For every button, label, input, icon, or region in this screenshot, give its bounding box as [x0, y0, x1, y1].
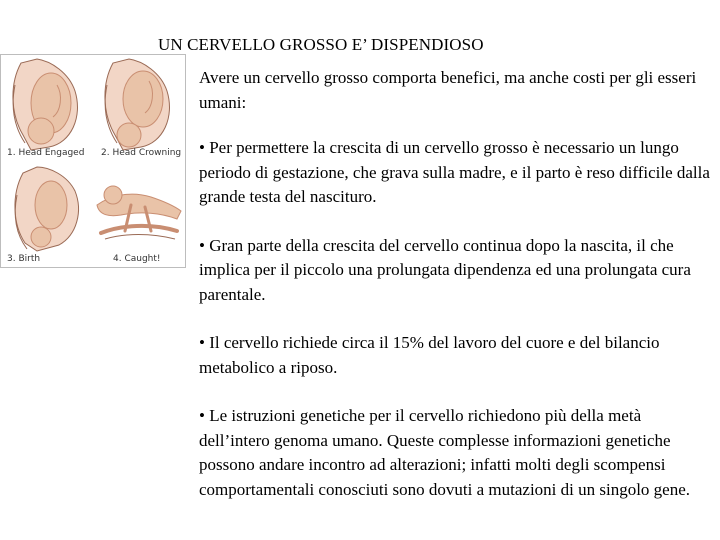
bullet-paragraph: • Le istruzioni genetiche per il cervello richiedono più della metà dell’intero genoma umano. Queste complesse informazioni genetiche possono andare incontro ad alterazioni; infatti molti degli scompensi comportamentali conosciuti sono dovuti a mutazioni di un singolo gene.: [199, 406, 691, 499]
intro-paragraph: Avere un cervello grosso comporta benefici, ma anche costi per gli esseri umani:: [199, 68, 697, 112]
panel-birth: [15, 167, 79, 251]
childbirth-stages-illustration: [0, 54, 186, 268]
panel-label: 4. Caught!: [113, 254, 161, 264]
panel-label: 1. Head Engaged: [7, 148, 85, 158]
panel-head-engaged: [13, 59, 78, 150]
page-title: UN CERVELLO GROSSO E’ DISPENDIOSO: [158, 35, 484, 54]
panel-head-crowning: [105, 59, 170, 150]
panel-caught: [97, 186, 181, 239]
panel-label: 2. Head Crowning: [101, 148, 182, 158]
bullet-paragraph: • Per permettere la crescita di un cervello grosso è necessario un lungo periodo di gestazione, che grava sulla madre, e il parto è reso difficile dalla grande testa del nascituro.: [199, 138, 710, 206]
main-text: [199, 66, 715, 526]
bullet-paragraph: • Il cervello richiede circa il 15% del lavoro del cuore e del bilancio metabolico a riposo.: [199, 333, 660, 377]
panel-label: 3. Birth: [7, 254, 41, 264]
bullet-paragraph: • Gran parte della crescita del cervello continua dopo la nascita, il che implica per il piccolo una prolungata dipendenza ed una prolungata cura parentale.: [199, 235, 691, 304]
